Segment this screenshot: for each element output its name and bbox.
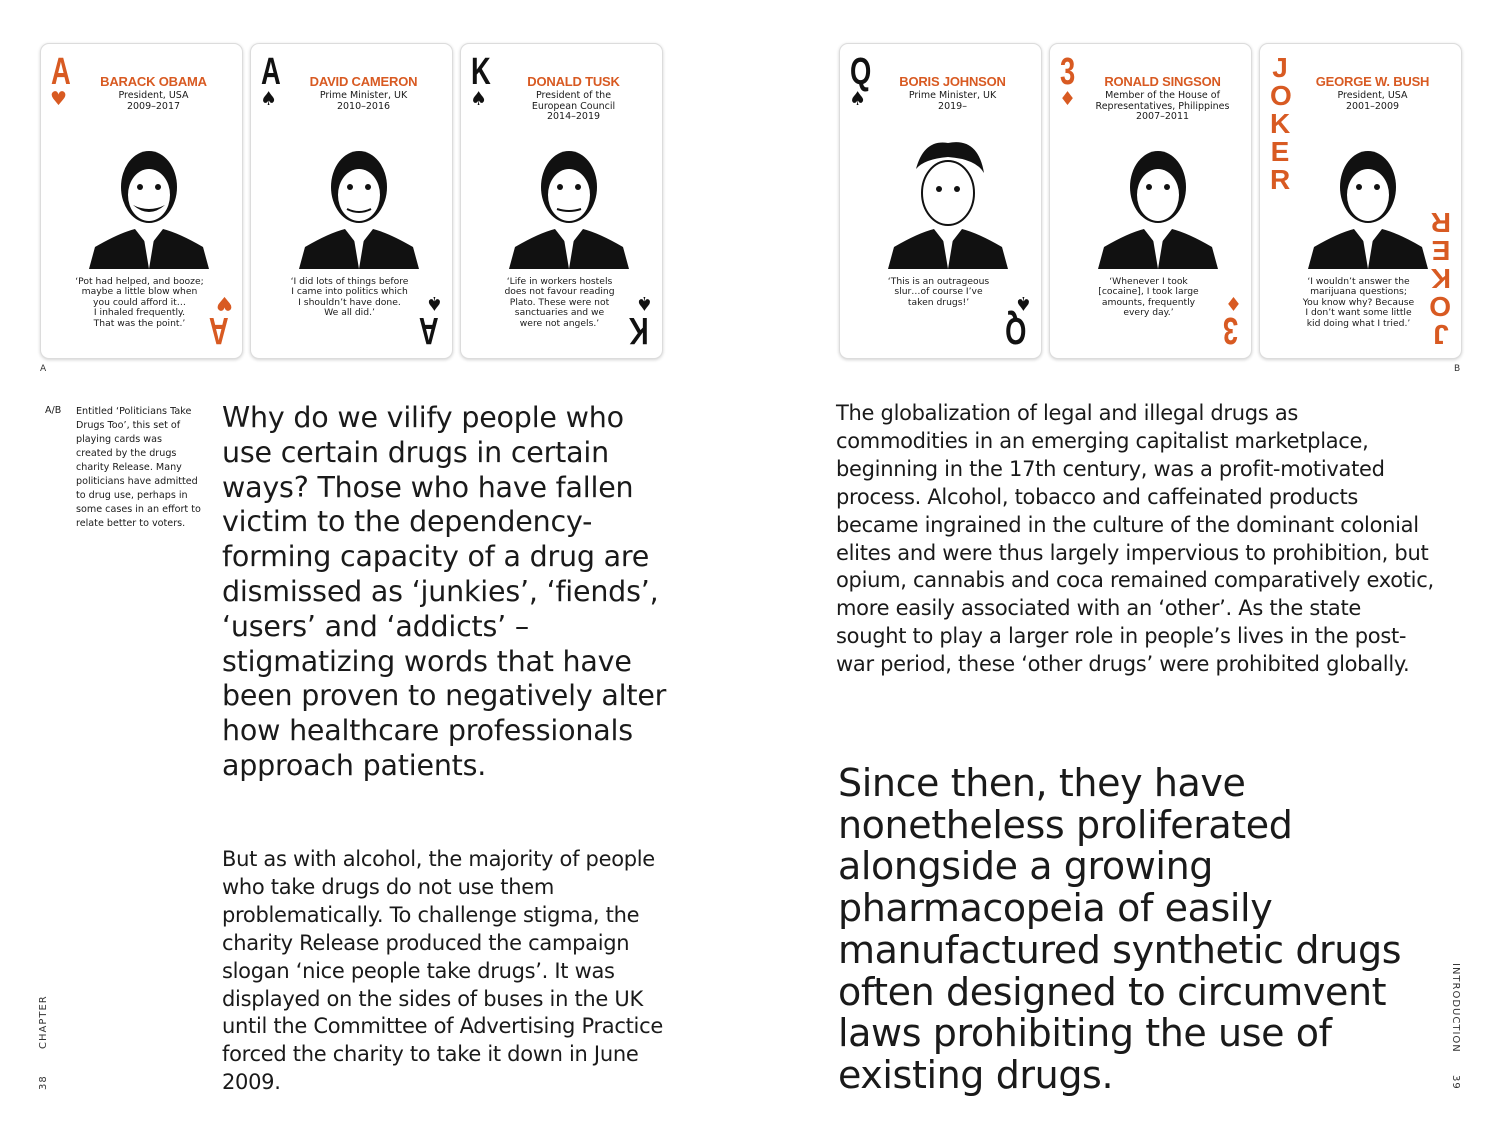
card-rank-joker: JOKER	[1270, 52, 1292, 195]
right-page-number: 39	[1450, 1075, 1461, 1090]
card-rank-joker-inverted: JOKER	[1429, 207, 1451, 350]
portrait-illustration-icon	[1098, 129, 1218, 269]
spade-suit-icon: ♠	[260, 88, 278, 110]
card-rank: Q	[850, 51, 872, 93]
card-role: Member of the House of Representatives, Philippines 2007–2011	[1095, 90, 1230, 122]
card-role: President of the European Council 2014–2019	[531, 90, 616, 122]
caption-tag: A/B	[45, 405, 62, 416]
card-quote: ‘Pot had helped, and booze; maybe a little blow when you could afford it… I inhaled frequently. That was the point.’	[75, 276, 204, 329]
diamond-suit-icon: ♦	[1224, 292, 1242, 314]
portrait-illustration-icon	[299, 129, 419, 269]
card-name: BORIS JOHNSON	[899, 74, 1006, 89]
spade-suit-icon: ♠	[1014, 292, 1032, 314]
playing-card-obama	[40, 43, 243, 359]
playing-card-singson	[1049, 43, 1252, 359]
card-quote: ‘Whenever I took [cocaine], I took large amounts, frequently every day.’	[1098, 276, 1199, 319]
portrait-illustration-icon	[1308, 129, 1428, 269]
card-name: BARACK OBAMA	[100, 74, 207, 89]
figure-label-b: B	[1454, 364, 1461, 374]
spade-suit-icon: ♠	[470, 88, 488, 110]
card-role: Prime Minister, UK 2019–	[908, 90, 997, 112]
card-name: RONALD SINGSON	[1104, 74, 1221, 89]
left-page-number: 38	[38, 1075, 49, 1090]
card-rank: A	[51, 51, 71, 93]
card-name: DAVID CAMERON	[309, 74, 418, 89]
card-quote: ‘I did lots of things before I came into politics which I shouldn’t have done. We all did.’	[290, 276, 409, 319]
card-role: Prime Minister, UK 2010–2016	[319, 90, 408, 112]
card-rank-inverted: 3	[1222, 309, 1239, 351]
right-section-label: INTRODUCTION	[1450, 963, 1461, 1053]
portrait-illustration-icon	[509, 129, 629, 269]
card-role: President, USA 2001–2009	[1337, 90, 1408, 112]
heart-suit-icon: ♥	[50, 88, 68, 110]
left-pull-paragraph: Why do we vilify people who use certain drugs in certain ways? Those who have fallen victim to the dependency-forming capacity of a drug are dismissed as ‘junkies’, ‘fiends’, ‘users’ and ‘addicts’ – stigmatizing words that have been proven to negatively alter how healthcare professionals approach patients.	[222, 401, 667, 782]
playing-card-tusk	[460, 43, 663, 359]
right-body-paragraph: The globalization of legal and illegal drugs as commodities in an emerging capitalist marketplace, beginning in the 17th century, was a profit-motivated process. Alcohol, tobacco and caffeinated products became ingrained in the culture of the dominant colonial elites and were thus largely impervious to prohibition, but opium, cannabis and coca remained comparatively exotic, more easily associated with an ‘other’. As the state sought to play a larger role in people’s lives in the post-war period, these ‘other drugs’ were prohibited globally.	[836, 401, 1434, 677]
card-quote: ‘Life in workers hostels does not favour reading Plato. These were not sanctuaries and we were not angels.’	[504, 276, 615, 329]
left-section-label: CHAPTER	[38, 995, 49, 1049]
playing-card-bush	[1259, 43, 1462, 359]
card-rank-inverted: A	[418, 309, 439, 351]
card-name: GEORGE W. BUSH	[1315, 74, 1430, 89]
card-quote: ‘I wouldn’t answer the marijuana questions; You know why? Because I don’t want some little kid doing what I tried.’	[1302, 276, 1415, 329]
spade-suit-icon: ♠	[425, 292, 443, 314]
card-rank-inverted: Q	[1005, 309, 1027, 351]
portrait-illustration-icon	[89, 129, 209, 269]
card-rank: 3	[1060, 51, 1076, 93]
card-rank: K	[471, 51, 491, 93]
playing-card-johnson	[839, 43, 1042, 359]
card-role: President, USA 2009–2017	[118, 90, 189, 112]
diamond-suit-icon: ♦	[1059, 88, 1077, 110]
portrait-illustration-icon	[888, 129, 1008, 269]
spade-suit-icon: ♠	[849, 88, 867, 110]
card-rank-inverted: K	[628, 309, 649, 351]
card-name: DONALD TUSK	[527, 74, 620, 89]
figure-caption: Entitled ‘Politicians Take Drugs Too’, this set of playing cards was created by the drugs charity Release. Many politicians have admitted to drug use, perhaps in some cases in an effort to relate better to voters.	[76, 406, 201, 529]
playing-card-cameron	[250, 43, 453, 359]
figure-label-a: A	[40, 364, 47, 374]
left-body-paragraph: But as with alcohol, the majority of people who take drugs do not use them problematically. To challenge stigma, the charity Release produced the campaign slogan ‘nice people take drugs’. It was displayed on the sides of buses in the UK until the Committee of Advertising Practice forced the charity to take it down in June 2009.	[222, 847, 663, 1095]
card-rank-inverted: A	[208, 309, 229, 351]
heart-suit-icon: ♥	[215, 292, 233, 314]
right-pull-paragraph: Since then, they have nonetheless proliferated alongside a growing pharmacopeia of easily manufactured synthetic drugs often designed to circumvent laws prohibiting the use of existing drugs.	[838, 761, 1402, 1097]
spade-suit-icon: ♠	[635, 292, 653, 314]
card-quote: ‘This is an outrageous slur…of course I’ve taken drugs!’	[887, 276, 990, 308]
card-rank: A	[261, 51, 281, 93]
